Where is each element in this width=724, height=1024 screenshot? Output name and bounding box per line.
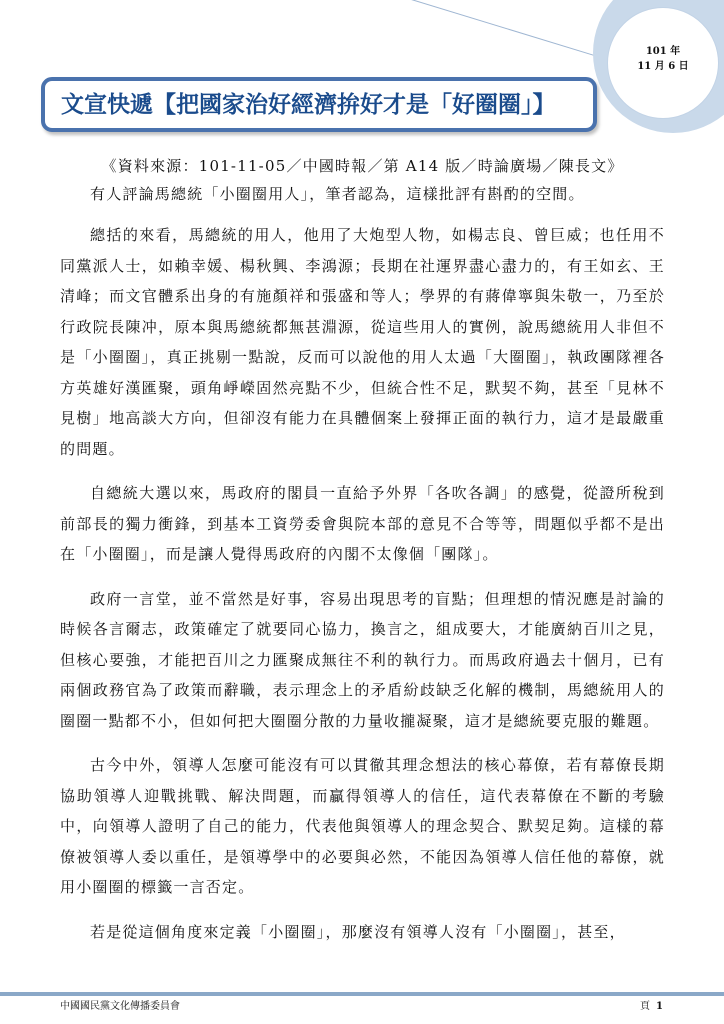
date-year: 101 年 (645, 46, 681, 57)
page-title: 文宣快遞【把國家治好經濟拚好才是「好圈圈」】 (61, 92, 556, 118)
paragraph: 有人評論馬總統「小圈圈用人」，筆者認為，這樣批評有斟酌的空間。 (90, 185, 585, 203)
date-month-day: 11 月 6 日 (637, 61, 689, 72)
paragraph: 政府一言堂，並不當然是好事，容易出現思考的盲點；但理想的情況應是討論的時候各言爾志，政策確定了就要同心協力，換言之，組成要大，才能廣納百川之見，但核心要強，才能把百川之力匯聚成無往不利的執行力。而馬政府過去十個月，已有兩個政務官為了政策而辭職，表示理念上的矛盾紛歧缺乏化解的機制，馬總統用人的圈圈一點都不小，但如何把大圈圈分散的力量收攏凝聚，這才是總統要克服的難題。 (60, 589, 665, 730)
paragraph: 古今中外，領導人怎麼可能沒有可以貫徹其理念想法的核心幕僚，若有幕僚長期協助領導人迎戰挑戰、解決問題，而贏得領導人的信任，這代表幕僚在不斷的考驗中，向領導人證明了自己的能力，代表他與領導人的理念契合、默契足夠。這樣的幕僚被領導人委以重任，是領導學中的必要與必然，不能因為領導人信任他的幕僚，就用小圈圈的標籤一言否定。 (60, 756, 665, 896)
page-indicator (640, 997, 663, 1012)
title-banner (41, 77, 597, 132)
article-source: 《資料來源：101-11-05／中國時報／第 A14 版／時論廣場／陳長文》 (101, 157, 624, 175)
page-label: 頁 (640, 1001, 650, 1012)
date-stamp (607, 44, 719, 74)
article-body (60, 152, 665, 961)
paragraph: 自總統大選以來，馬政府的閣員一直給予外界「各吹各調」的感覺，從證所稅到前部長的獨力衝鋒，到基本工資勞委會與院本部的意見不合等等，問題似乎都不是出在「小圈圈」，而是讓人覺得馬政府的內閣不太像個「團隊」。 (60, 484, 665, 563)
footer-divider (0, 992, 724, 996)
footer-organization: 中國國民黨文化傳播委員會 (60, 1001, 180, 1012)
decorative-line (395, 0, 606, 59)
paragraph: 總括的來看，馬總統的用人，他用了大炮型人物，如楊志良、曾巨威；也任用不同黨派人士，如賴幸媛、楊秋興、李鴻源；長期在社運界盡心盡力的，有王如玄、王清峰；而文官體系出身的有施顏祥和張盛和等人；學界的有蔣偉寧與朱敬一，乃至於行政院長陳冲，原本與馬總統都無甚淵源，從這些用人的實例，說馬總統用人非但不是「小圈圈」，真正挑剔一點說，反而可以說他的用人太過「大圈圈」，執政團隊裡各方英雄好漢匯聚，頭角崢嶸固然亮點不少，但統合性不足，默契不夠，甚至「見林不見樹」地高談大方向，但卻沒有能力在具體個案上發揮正面的執行力，這才是最嚴重的問題。 (60, 226, 665, 458)
page-number: 1 (656, 1001, 663, 1012)
paragraph: 若是從這個角度來定義「小圈圈」，那麼沒有領導人沒有「小圈圈」，甚至， (90, 922, 626, 941)
